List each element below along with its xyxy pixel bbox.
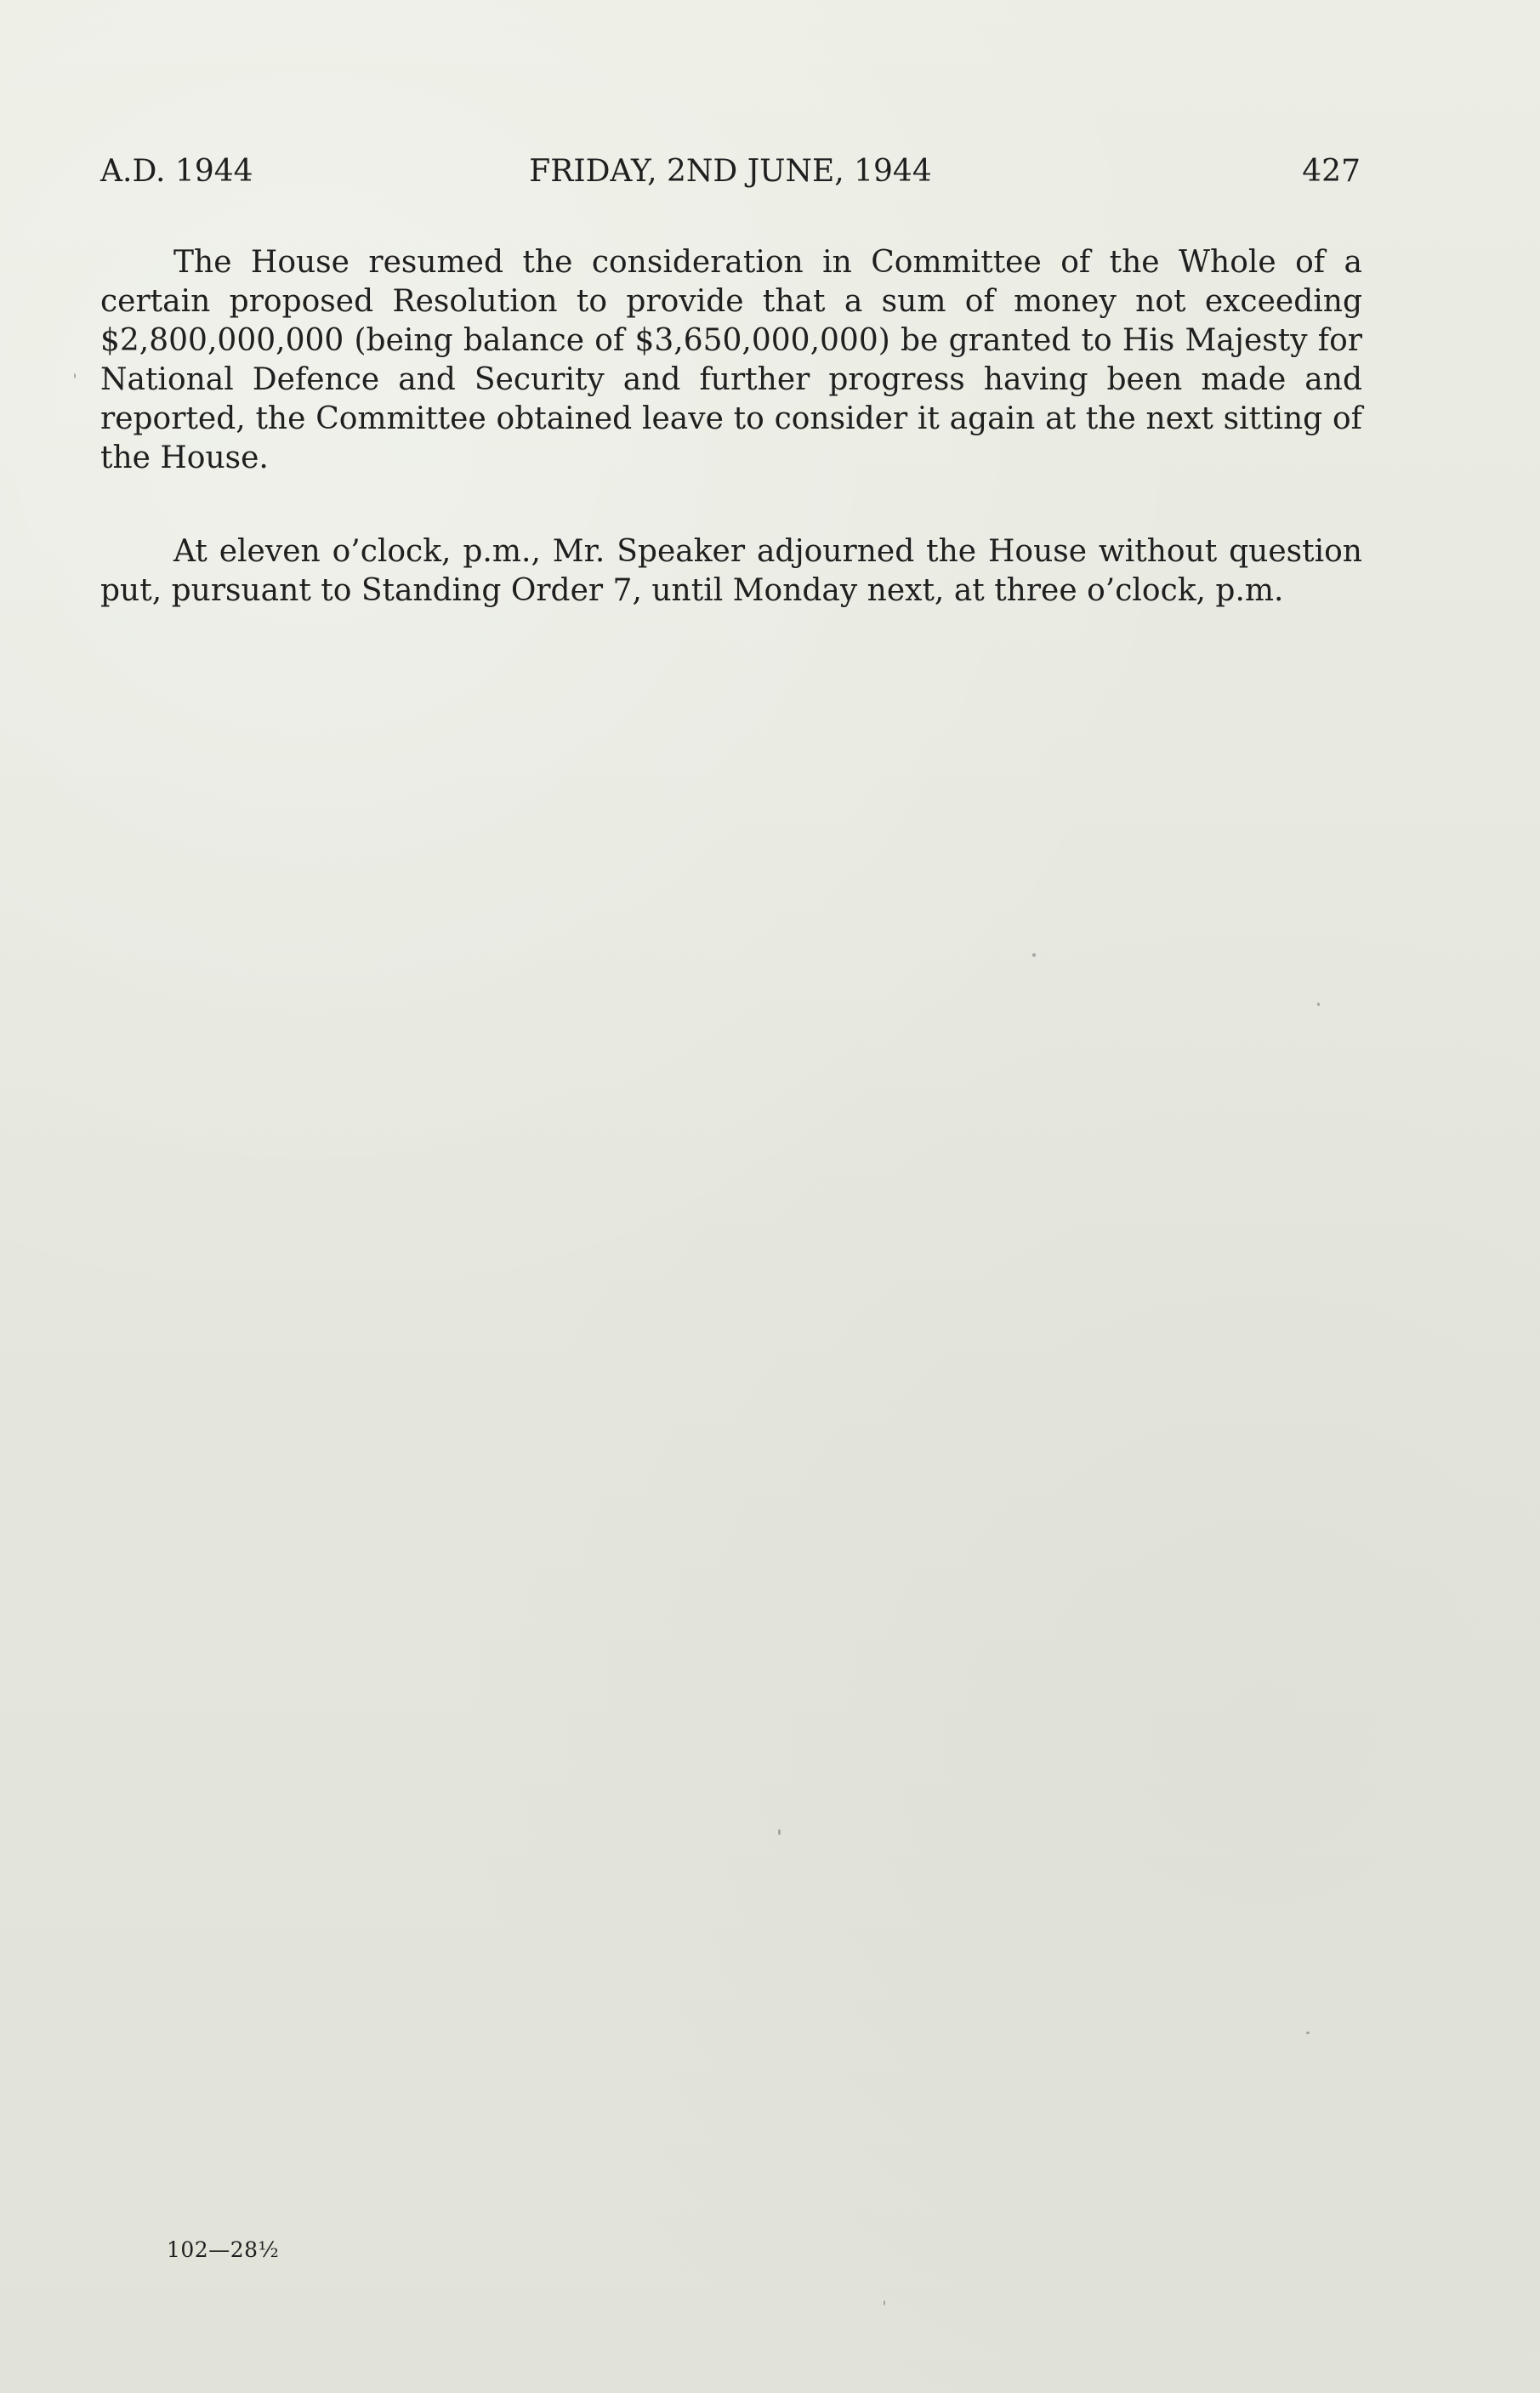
paper-speck bbox=[1317, 1003, 1320, 1006]
paper-speck bbox=[1032, 953, 1036, 957]
footer-code: 102—28½ bbox=[167, 2237, 280, 2262]
paper-speck bbox=[74, 373, 76, 378]
paper-speck bbox=[778, 1829, 781, 1835]
page-header bbox=[100, 151, 1361, 192]
adjournment-paragraph: At eleven o’clock, p.m., Mr. Speaker adjourned the House without question put, pursuant to Standing Order 7, until Monday next, at three o’clock, p.m. bbox=[100, 534, 1362, 608]
page-number: 427 bbox=[1302, 154, 1361, 189]
year-label: A.D. 1944 bbox=[100, 154, 253, 189]
paper-speck bbox=[1306, 2032, 1310, 2034]
date-title: FRIDAY, 2ND JUNE, 1944 bbox=[529, 154, 932, 189]
paper-speck bbox=[884, 2300, 885, 2305]
committee-paragraph: The House resumed the consideration in Committee of the Whole of a certain proposed Resolution to provide that a sum of money not exceeding $2,800,000,000 (being balance of $3,650,000,000) be granted to His Majesty for National Defence and Security and further progress having been made and reported, the Committee obtained leave to consider it again at the next sitting of the House. bbox=[100, 245, 1362, 475]
